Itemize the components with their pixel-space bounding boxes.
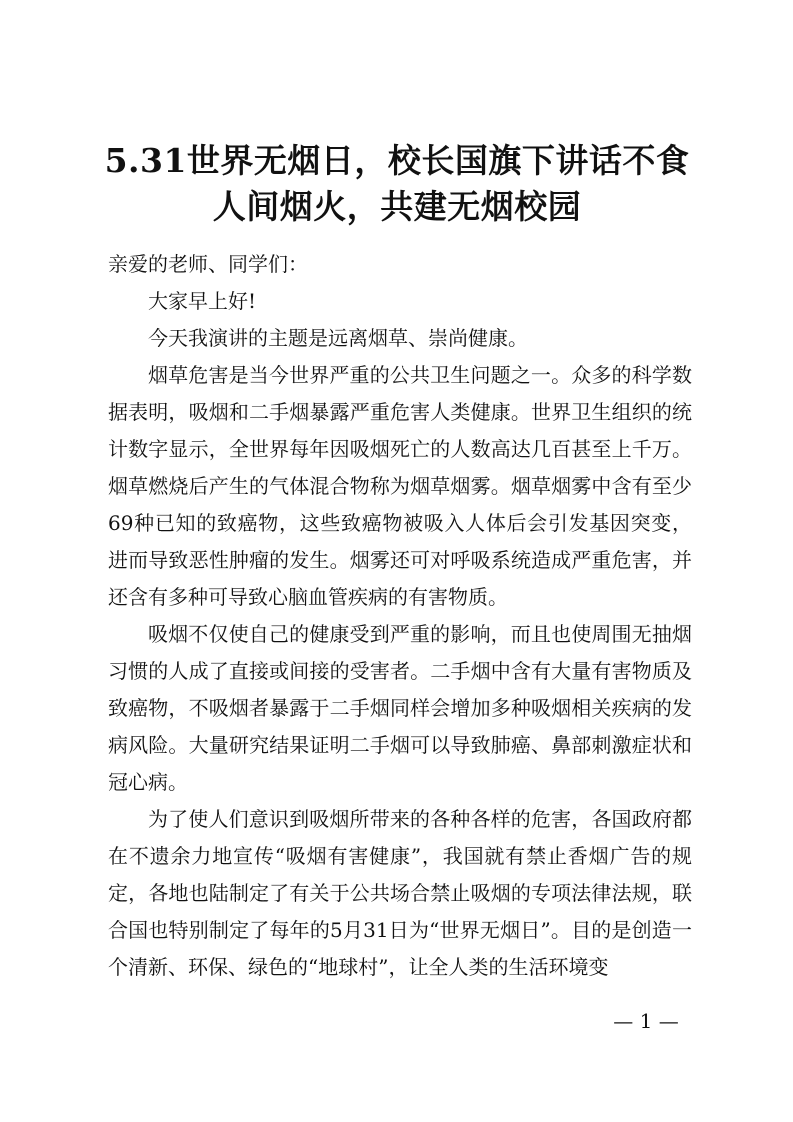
- document-title: 5.31世界无烟日，校长国旗下讲话不食人间烟火，共建无烟校园: [104, 141, 690, 226]
- paragraph-greeting: 大家早上好!: [148, 289, 257, 313]
- paragraph-tobacco-harm: 烟草危害是当今世界严重的公共卫生问题之一。众多的科学数据表明，吸烟和二手烟暴露严重危害人类健康。世界卫生组织的统计数字显示，全世界每年因吸烟死亡的人数高达几百甚至上千万。烟草燃烧后产生的气体混合物称为烟草烟雾。烟草烟雾中含有至少69种已知的致癌物，这些致癌物被吸入人体后会引发基因突变，进而导致恶性肿瘤的发生。烟雾还可对呼吸系统造成严重危害，并还含有多种可导致心脑血管疾病的有害物质。: [108, 363, 692, 609]
- paragraph-secondhand-smoke: 吸烟不仅使自己的健康受到严重的影响，而且也使周围无抽烟习惯的人成了直接或间接的受害者。二手烟中含有大量有害物质及致癌物，不吸烟者暴露于二手烟同样会增加多种吸烟相关疾病的发病风险。大量研究结果证明二手烟可以导致肺癌、鼻部刺激症状和冠心病。: [108, 622, 692, 794]
- salutation: 亲爱的老师、同学们：: [108, 252, 308, 276]
- page-number: — 1 —: [613, 1009, 679, 1033]
- paragraph-topic: 今天我演讲的主题是远离烟草、崇尚健康。: [148, 326, 528, 350]
- paragraph-world-no-tobacco-day: 为了使人们意识到吸烟所带来的各种各样的危害，各国政府都在不遗余力地宣传“吸烟有害健康”，我国就有禁止香烟广告的规定，各地也陆制定了有关于公共场合禁止吸烟的专项法律法规，联合国也特别制定了每年的5月31日为“世界无烟日”。目的是创造一个清新、环保、绿色的“地球村”，让全人类的生活环境变: [108, 807, 692, 979]
- document-body: [108, 246, 692, 986]
